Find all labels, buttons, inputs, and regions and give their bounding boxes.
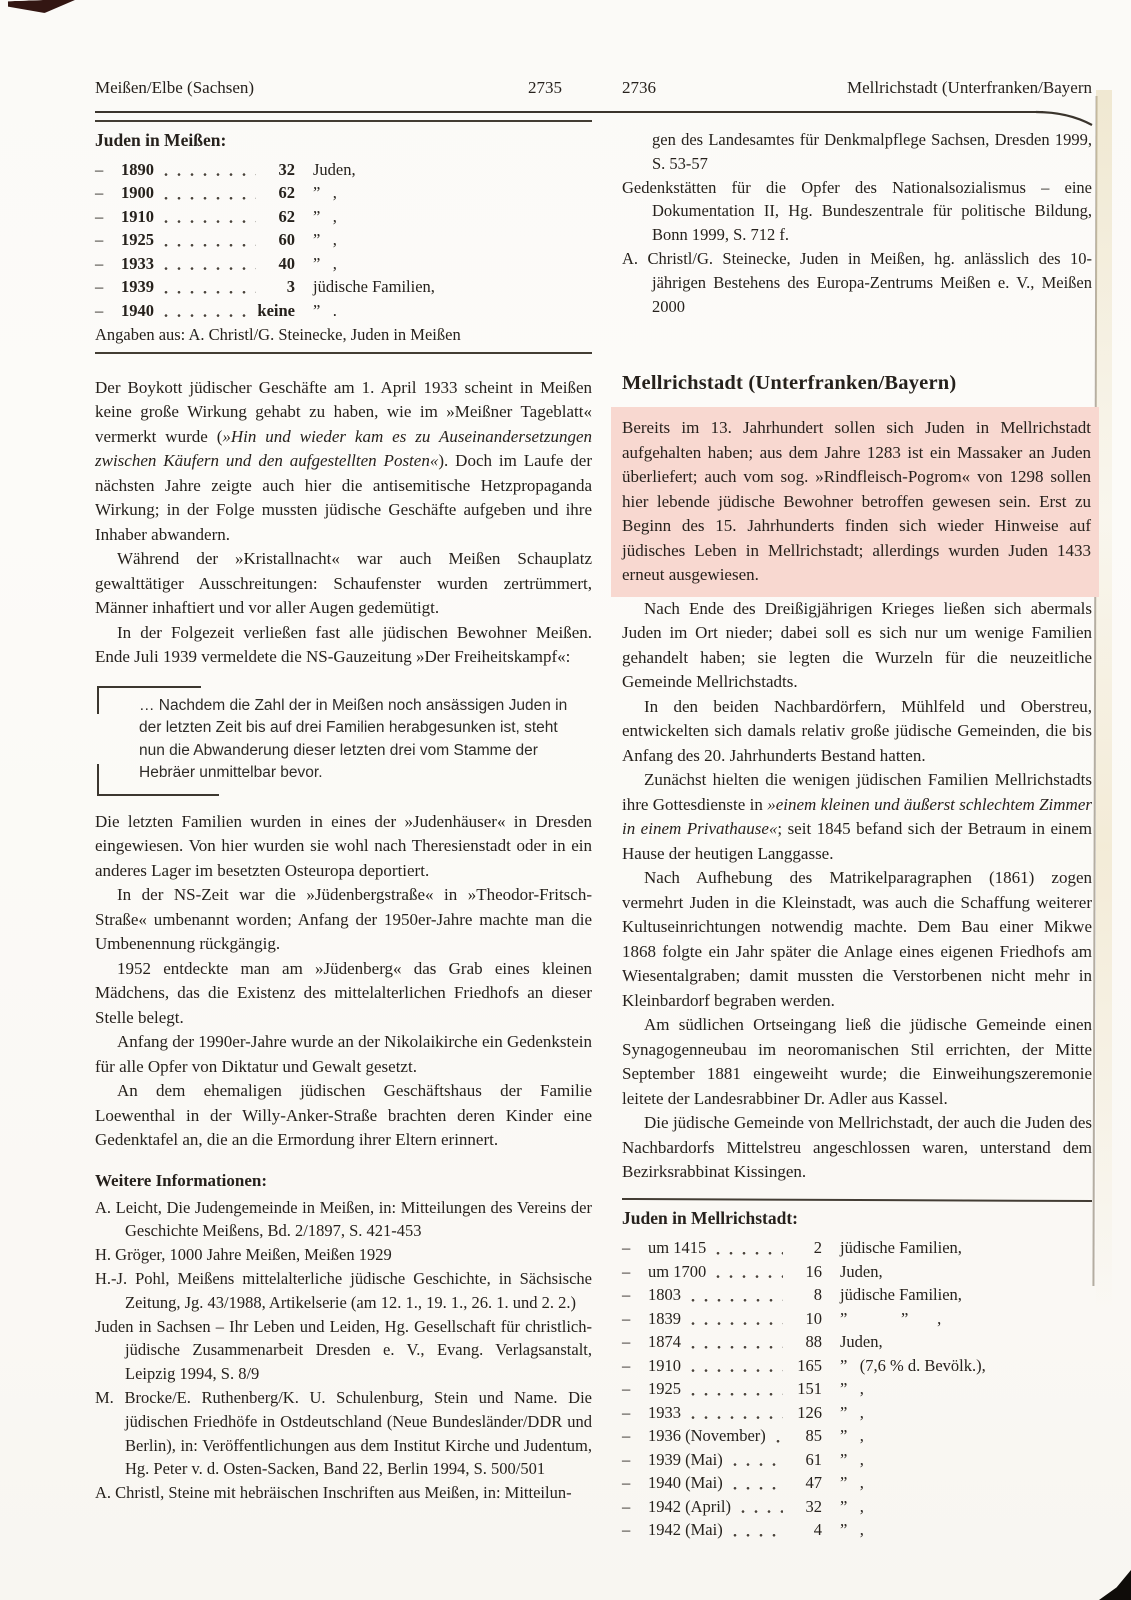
row-label: Juden, bbox=[840, 1332, 883, 1352]
row-year-leader bbox=[648, 1448, 822, 1472]
newspaper-quote: … Nachdem die Zahl der in Meißen noch ansässigen Juden in der letzten Zeit bis auf drei Familien herabgesunken ist, steht nun die Abwanderung dieser letzten drei vom Stamme der Hebräer unmittelbar bevor. bbox=[97, 686, 592, 796]
row-dash: – bbox=[95, 206, 104, 226]
stats-row bbox=[622, 1424, 1092, 1448]
row-year-leader bbox=[121, 252, 295, 276]
row-dash: – bbox=[95, 159, 104, 179]
row-label: jüdische Familien, bbox=[840, 1238, 962, 1258]
row-year-leader bbox=[121, 205, 295, 229]
row-value: 40 bbox=[278, 253, 295, 273]
stats-row bbox=[622, 1260, 1092, 1284]
row-year: 1936 (November) bbox=[648, 1426, 766, 1446]
reference-entry: A. Christl/G. Steinecke, Juden in Meißen, hg. anlässlich des 10-jährigen Bestehens des Europa-Zentrums Meißen e. V., Meißen 2000 bbox=[622, 248, 1092, 316]
italic-quote-segment: »Hin und wieder kam es zu Auseinandersetzungen zwischen Käufern und den aufgestellten Posten« bbox=[95, 426, 592, 471]
text-segment: Bereits im 13. Jahrhundert sollen sich Juden in Mellrichstadt aufgehalten haben; aus dem Jahre 1283 ist ein Massaker an Juden überliefert; auch vom sog. »Rindfleisch-Pogrom« von 1298 sollen hier lebende jüdische Bewohner betroffen gewesen sein. Erst zu Beginn des 15. Jahrhunderts finden sich wieder Hinweise auf jüdisches Leben in Mellrichstadt; allerdings wurden Juden 1433 erneut ausgewiesen. bbox=[622, 418, 1091, 585]
row-year-leader bbox=[121, 158, 295, 182]
references-left bbox=[95, 1196, 592, 1505]
stats-row bbox=[95, 181, 592, 205]
section-heading-mellrichstadt: Mellrichstadt (Unterfranken/Bayern) bbox=[622, 372, 957, 395]
stats-row bbox=[95, 158, 592, 182]
reference-entry: H.-J. Pohl, Meißens mittelalterliche jüdische Geschichte, in Sächsische Zeitung, Jg. 43/1988, Artikelserie (am 12. 1., 19. 1., 26. 1. und 2. 2.) bbox=[95, 1269, 592, 1312]
row-label: ” , bbox=[840, 1496, 864, 1516]
reference-entry: M. Brocke/E. Ruthenberg/K. U. Schulenburg, Stein und Name. Die jüdischen Friedhöfe in Ostdeutschland (Neue Bundesländer/DDR und Berlin), in: Veröffentlichungen aus dem Institut Kirche und Judentum, Hg. Peter v. d. Osten-Sacken, Band 22, Berlin 1994, S. 500/501 bbox=[95, 1388, 592, 1479]
dot-leader bbox=[740, 1495, 783, 1519]
row-value: 62 bbox=[278, 183, 295, 203]
row-dash: – bbox=[622, 1520, 631, 1540]
stats-row bbox=[622, 1495, 1092, 1519]
running-head-right: Mellrichstadt (Unterfranken/Bayern bbox=[847, 78, 1092, 97]
row-value: 62 bbox=[278, 206, 295, 226]
text-segment: In der Folgezeit verließen fast alle jüdischen Bewohner Meißen. Ende Juli 1939 vermeldete die NS-Gauzeitung »Der Freiheitskampf«: bbox=[95, 622, 592, 667]
row-year: 1874 bbox=[648, 1332, 681, 1352]
stats-title-meissen: Juden in Meißen: bbox=[95, 129, 227, 150]
text-segment: In den beiden Nachbardörfern, Mühlfeld und Oberstreu, entwickelten sich damals relativ große jüdische Gemeinden, die bis Anfang des 20. Jahrhunderts Bestand hatten. bbox=[622, 696, 1092, 765]
row-dash: – bbox=[622, 1261, 631, 1281]
row-year-leader bbox=[648, 1495, 822, 1519]
more-info-title: Weitere Informationen: bbox=[95, 1170, 268, 1190]
dot-leader bbox=[163, 228, 256, 252]
row-label: ” , bbox=[840, 1520, 864, 1540]
stats-row bbox=[622, 1471, 1092, 1495]
row-value: 151 bbox=[797, 1379, 822, 1399]
row-year-leader bbox=[121, 299, 295, 323]
stats-row bbox=[622, 1401, 1092, 1425]
dot-leader bbox=[163, 181, 256, 205]
text-segment: Nach Aufhebung des Matrikelparagraphen (1861) zogen vermehrt Juden in die Kleinstadt, was auch die Schaffung weiterer Kultuseinrichtungen notwendig machte. Dem Bau einer Mikwe 1868 folgte ein Jahr später die Anlage eines eigenen Friedhofs am Wiesentalgraben; damit mussten die Verstorbenen nicht mehr in Kleinbardorf begraben werden. bbox=[622, 868, 1092, 1010]
row-year-leader bbox=[121, 228, 295, 252]
text-segment: Der Boykott jüdischer Geschäfte am 1. April 1933 scheint in Meißen keine große Wirkung gehabt zu haben, wie im »Meißner Tageblatt« vermerkt wurde ( bbox=[95, 377, 592, 446]
stats-row bbox=[95, 275, 592, 299]
reference-entry: H. Gröger, 1000 Jahre Meißen, Meißen 1929 bbox=[95, 1245, 392, 1265]
row-label: jüdische Familien, bbox=[840, 1285, 962, 1305]
row-dash: – bbox=[622, 1473, 631, 1493]
row-label: ” (7,6 % d. Bevölk.), bbox=[840, 1355, 986, 1375]
dot-leader bbox=[732, 1471, 783, 1495]
row-label: ” , bbox=[840, 1402, 864, 1422]
body-paragraph bbox=[95, 547, 592, 621]
dot-leader bbox=[163, 158, 256, 182]
row-value: 32 bbox=[805, 1496, 822, 1516]
dot-leader bbox=[163, 275, 256, 299]
row-label: ” , bbox=[840, 1449, 864, 1469]
dot-leader bbox=[690, 1307, 783, 1331]
body-paragraph bbox=[95, 376, 592, 548]
body-paragraph bbox=[622, 695, 1092, 769]
stats-source: Angaben aus: A. Christl/G. Steinecke, Juden in Meißen bbox=[95, 325, 461, 345]
text-segment: Am südlichen Ortseingang ließ die jüdische Gemeinde einen Synagogenneubau im neoromanischen Stil errichten, der Mitte September 1881 eingeweiht wurde; die Einweihungszeremonie leitete der Landesrabbiner Dr. Adler aus Kassel. bbox=[622, 1015, 1092, 1108]
row-year-leader bbox=[648, 1424, 822, 1448]
row-year-leader bbox=[648, 1283, 822, 1307]
row-label: ” ” , bbox=[840, 1308, 942, 1328]
text-segment: Zunächst hielten die wenigen jüdischen Familien Mellrichstadts ihre Gottesdienste in bbox=[622, 770, 1092, 814]
stats-row bbox=[95, 205, 592, 229]
dot-leader bbox=[690, 1377, 783, 1401]
row-value: 126 bbox=[797, 1402, 822, 1422]
text-segment: Die jüdische Gemeinde von Mellrichstadt, der auch die Juden des Nachbardorfs Mittelstreu angeschlossen waren, unterstand dem Bezirksrabbinat Kissingen. bbox=[622, 1113, 1092, 1182]
row-dash: – bbox=[95, 183, 104, 203]
row-dash: – bbox=[622, 1308, 631, 1328]
row-year-leader bbox=[648, 1236, 822, 1260]
text-segment: ). Doch im Laufe der nächsten Jahre zeigte auch hier die antisemitische Hetzpropaganda Wirkung; in der Folge mussten jüdische Geschäfte aufgeben und ihre Inhaber abwandern. bbox=[95, 451, 592, 544]
left-column bbox=[95, 0, 592, 1505]
reference-entry: A. Leicht, Die Judengemeinde in Meißen, in: Mitteilungen des Vereins der Geschichte Meißens, Bd. 2/1897, S. 421-453 bbox=[95, 1197, 592, 1241]
dot-leader bbox=[690, 1401, 783, 1425]
row-year-leader bbox=[648, 1401, 822, 1425]
row-year-leader bbox=[121, 181, 295, 205]
dot-leader bbox=[775, 1424, 783, 1448]
dot-leader bbox=[690, 1354, 783, 1378]
dot-leader bbox=[690, 1283, 783, 1307]
row-year: um 1700 bbox=[648, 1261, 707, 1281]
stats-row bbox=[622, 1518, 1092, 1542]
dot-leader bbox=[690, 1330, 783, 1354]
row-value: 16 bbox=[805, 1261, 822, 1281]
row-label: Juden, bbox=[313, 159, 356, 179]
row-label: ” , bbox=[313, 183, 337, 203]
row-year: 1803 bbox=[648, 1285, 681, 1305]
page-curl-artifact bbox=[1099, 1570, 1131, 1600]
row-dash: – bbox=[95, 300, 104, 320]
body-paragraph bbox=[95, 810, 592, 884]
stats-row bbox=[622, 1330, 1092, 1354]
stats-row bbox=[622, 1307, 1092, 1331]
row-label: ” , bbox=[313, 253, 337, 273]
row-year-leader bbox=[648, 1307, 822, 1331]
right-column bbox=[622, 0, 1092, 1542]
row-year: 1910 bbox=[121, 206, 154, 226]
dot-leader bbox=[715, 1260, 783, 1284]
stats-list-mellrichstadt bbox=[622, 1236, 1092, 1542]
row-value: 32 bbox=[278, 159, 295, 179]
highlighted-paragraph bbox=[611, 407, 1099, 597]
text-segment: Nach Ende des Dreißigjährigen Krieges ließen sich abermals Juden im Ort nieder; dabei soll es sich nur um wenige Familien gehandelt haben; sie legten die Wurzeln für die neuzeitliche Gemeinde Mellrichstadts. bbox=[622, 598, 1092, 692]
stats-row bbox=[95, 228, 592, 252]
row-value: 10 bbox=[805, 1308, 822, 1328]
row-dash: – bbox=[622, 1379, 631, 1399]
row-label: ” . bbox=[313, 300, 337, 320]
row-dash: – bbox=[95, 277, 104, 297]
page-edge-shading bbox=[1096, 90, 1112, 1310]
row-dash: – bbox=[622, 1285, 631, 1305]
row-label: ” , bbox=[840, 1426, 864, 1446]
reference-entry: Juden in Sachsen – Ihr Leben und Leiden, Hg. Gesellschaft für christlich-jüdische Zusammenarbeit Dresden e. V., Evang. Verlagsanstalt, Leipzig 1994, S. 8/9 bbox=[95, 1316, 592, 1384]
row-year-leader bbox=[648, 1471, 822, 1495]
dot-leader bbox=[163, 252, 256, 276]
row-label: Juden, bbox=[840, 1261, 883, 1281]
reference-entry: gen des Landesamtes für Denkmalpflege Sachsen, Dresden 1999, S. 53-57 bbox=[652, 130, 1092, 173]
dot-leader bbox=[732, 1518, 783, 1542]
body-paragraph bbox=[95, 1030, 592, 1079]
scan-artifact-corner bbox=[8, 0, 78, 14]
row-label: ” , bbox=[840, 1473, 864, 1493]
stats-row bbox=[622, 1354, 1092, 1378]
italic-quote-segment: »einem kleinen und äußerst schlechtem Zimmer in einem Privathause« bbox=[622, 794, 1092, 839]
row-year-leader bbox=[648, 1354, 822, 1378]
body-paragraph bbox=[622, 1013, 1092, 1111]
stats-list-meissen bbox=[95, 158, 592, 323]
page-number-right: 2736 bbox=[622, 78, 656, 97]
body-paragraph bbox=[622, 1111, 1092, 1185]
meissen-body-text bbox=[95, 376, 592, 670]
body-paragraph bbox=[95, 1079, 592, 1153]
row-dash: – bbox=[95, 230, 104, 250]
row-year: 1839 bbox=[648, 1308, 681, 1328]
row-label: jüdische Familien, bbox=[313, 277, 435, 297]
row-dash: – bbox=[622, 1402, 631, 1422]
stats-top-rule bbox=[95, 120, 592, 122]
row-year: 1900 bbox=[121, 183, 154, 203]
reference-entry: Gedenkstätten für die Opfer des Nationalsozialismus – eine Dokumentation II, Hg. Bundeszentrale für politische Bildung, Bonn 1999, S. 712 f. bbox=[622, 177, 1092, 245]
body-paragraph bbox=[95, 621, 592, 670]
references-right bbox=[622, 128, 1092, 318]
row-year: 1942 (April) bbox=[648, 1496, 731, 1516]
row-value: 8 bbox=[813, 1285, 822, 1305]
page-number-left: 2735 bbox=[528, 78, 562, 97]
row-dash: – bbox=[622, 1426, 631, 1446]
body-paragraph bbox=[622, 768, 1092, 866]
stats-row bbox=[622, 1236, 1092, 1260]
row-value: 60 bbox=[278, 230, 295, 250]
stats-row bbox=[95, 252, 592, 276]
row-year: 1910 bbox=[648, 1355, 681, 1375]
row-year-leader bbox=[648, 1518, 822, 1542]
row-year: 1939 bbox=[121, 277, 154, 297]
body-paragraph bbox=[622, 866, 1092, 1013]
text-segment: An dem ehemaligen jüdischen Geschäftshaus der Familie Loewenthal in der Willy-Anker-Straße brachten deren Kinder eine Gedenktafel an, die an die Ermordung ihrer Eltern erinnert. bbox=[95, 1081, 592, 1150]
stats-row bbox=[622, 1377, 1092, 1401]
row-year: 1940 bbox=[121, 300, 154, 320]
row-label: ” , bbox=[313, 230, 337, 250]
row-year: 1940 (Mai) bbox=[648, 1473, 723, 1493]
row-value: 165 bbox=[797, 1355, 822, 1375]
meissen-body-text-2 bbox=[95, 810, 592, 1153]
dot-leader bbox=[732, 1448, 783, 1472]
row-value: 4 bbox=[813, 1520, 822, 1540]
text-segment: Während der »Kristallnacht« war auch Meißen Schauplatz gewalttätiger Ausschreitungen: Schaufenster wurden zertrümmert, Männer inhaftiert und vor aller Augen gedemütigt. bbox=[95, 549, 592, 618]
row-dash: – bbox=[622, 1496, 631, 1516]
row-value: 47 bbox=[805, 1473, 822, 1493]
stats-top-rule-right bbox=[622, 1198, 1092, 1202]
row-dash: – bbox=[95, 253, 104, 273]
row-label: ” , bbox=[313, 206, 337, 226]
row-year-leader bbox=[648, 1260, 822, 1284]
dot-leader bbox=[715, 1236, 783, 1260]
stats-bottom-rule bbox=[95, 352, 592, 354]
text-segment: 1952 entdeckte man am »Jüdenberg« das Grab eines kleinen Mädchens, das die Existenz des mittelalterlichen Friedhofs an dieser Stelle belegt. bbox=[95, 958, 592, 1027]
row-dash: – bbox=[622, 1238, 631, 1258]
row-year: 1933 bbox=[121, 253, 154, 273]
dot-leader bbox=[163, 299, 252, 323]
body-paragraph bbox=[622, 597, 1092, 695]
row-year: 1925 bbox=[648, 1379, 681, 1399]
text-segment: ; seit 1845 befand sich der Betraum in einem Hause der heutigen Langgasse. bbox=[622, 819, 1092, 863]
row-value: 61 bbox=[805, 1449, 822, 1469]
body-paragraph bbox=[95, 883, 592, 957]
row-dash: – bbox=[622, 1332, 631, 1352]
stats-row bbox=[622, 1448, 1092, 1472]
text-segment: Die letzten Familien wurden in eines der »Judenhäuser« in Dresden eingewiesen. Von hier wurden sie wohl nach Theresienstadt oder in ein anderes Lager im besetzten Osteuropa deportiert. bbox=[95, 811, 592, 880]
row-year: 1890 bbox=[121, 159, 154, 179]
dot-leader bbox=[163, 205, 256, 229]
row-label: ” , bbox=[840, 1379, 864, 1399]
row-value: 3 bbox=[286, 277, 295, 297]
stats-row bbox=[95, 299, 592, 323]
mellrichstadt-body-text bbox=[622, 407, 1092, 1185]
text-segment: Anfang der 1990er-Jahre wurde an der Nikolaikirche ein Gedenkstein für alle Opfer von Diktatur und Gewalt gesetzt. bbox=[95, 1032, 592, 1076]
stats-title-mellrichstadt: Juden in Mellrichstadt: bbox=[622, 1208, 798, 1229]
row-year: um 1415 bbox=[648, 1238, 707, 1258]
reference-entry: A. Christl, Steine mit hebräischen Inschriften aus Meißen, in: Mitteilun- bbox=[95, 1483, 572, 1503]
row-dash: – bbox=[622, 1449, 631, 1469]
row-year: 1925 bbox=[121, 230, 154, 250]
row-year-leader bbox=[648, 1377, 822, 1401]
body-paragraph bbox=[95, 957, 592, 1031]
stats-row bbox=[622, 1283, 1092, 1307]
row-year: 1939 (Mai) bbox=[648, 1449, 723, 1469]
text-segment: In der NS-Zeit war die »Jüdenbergstraße« in »Theodor-Fritsch-Straße« umbenannt worden; Anfang der 1950er-Jahre machte man die Umbenennung rückgängig. bbox=[95, 885, 592, 954]
row-year: 1942 (Mai) bbox=[648, 1520, 723, 1540]
running-head-left: Meißen/Elbe (Sachsen) bbox=[95, 78, 255, 97]
row-value: keine bbox=[257, 300, 295, 320]
row-value: 2 bbox=[813, 1238, 822, 1258]
row-year-leader bbox=[121, 275, 295, 299]
row-year: 1933 bbox=[648, 1402, 681, 1422]
row-dash: – bbox=[622, 1355, 631, 1375]
row-value: 85 bbox=[805, 1426, 822, 1446]
row-year-leader bbox=[648, 1330, 822, 1354]
row-value: 88 bbox=[805, 1332, 822, 1352]
